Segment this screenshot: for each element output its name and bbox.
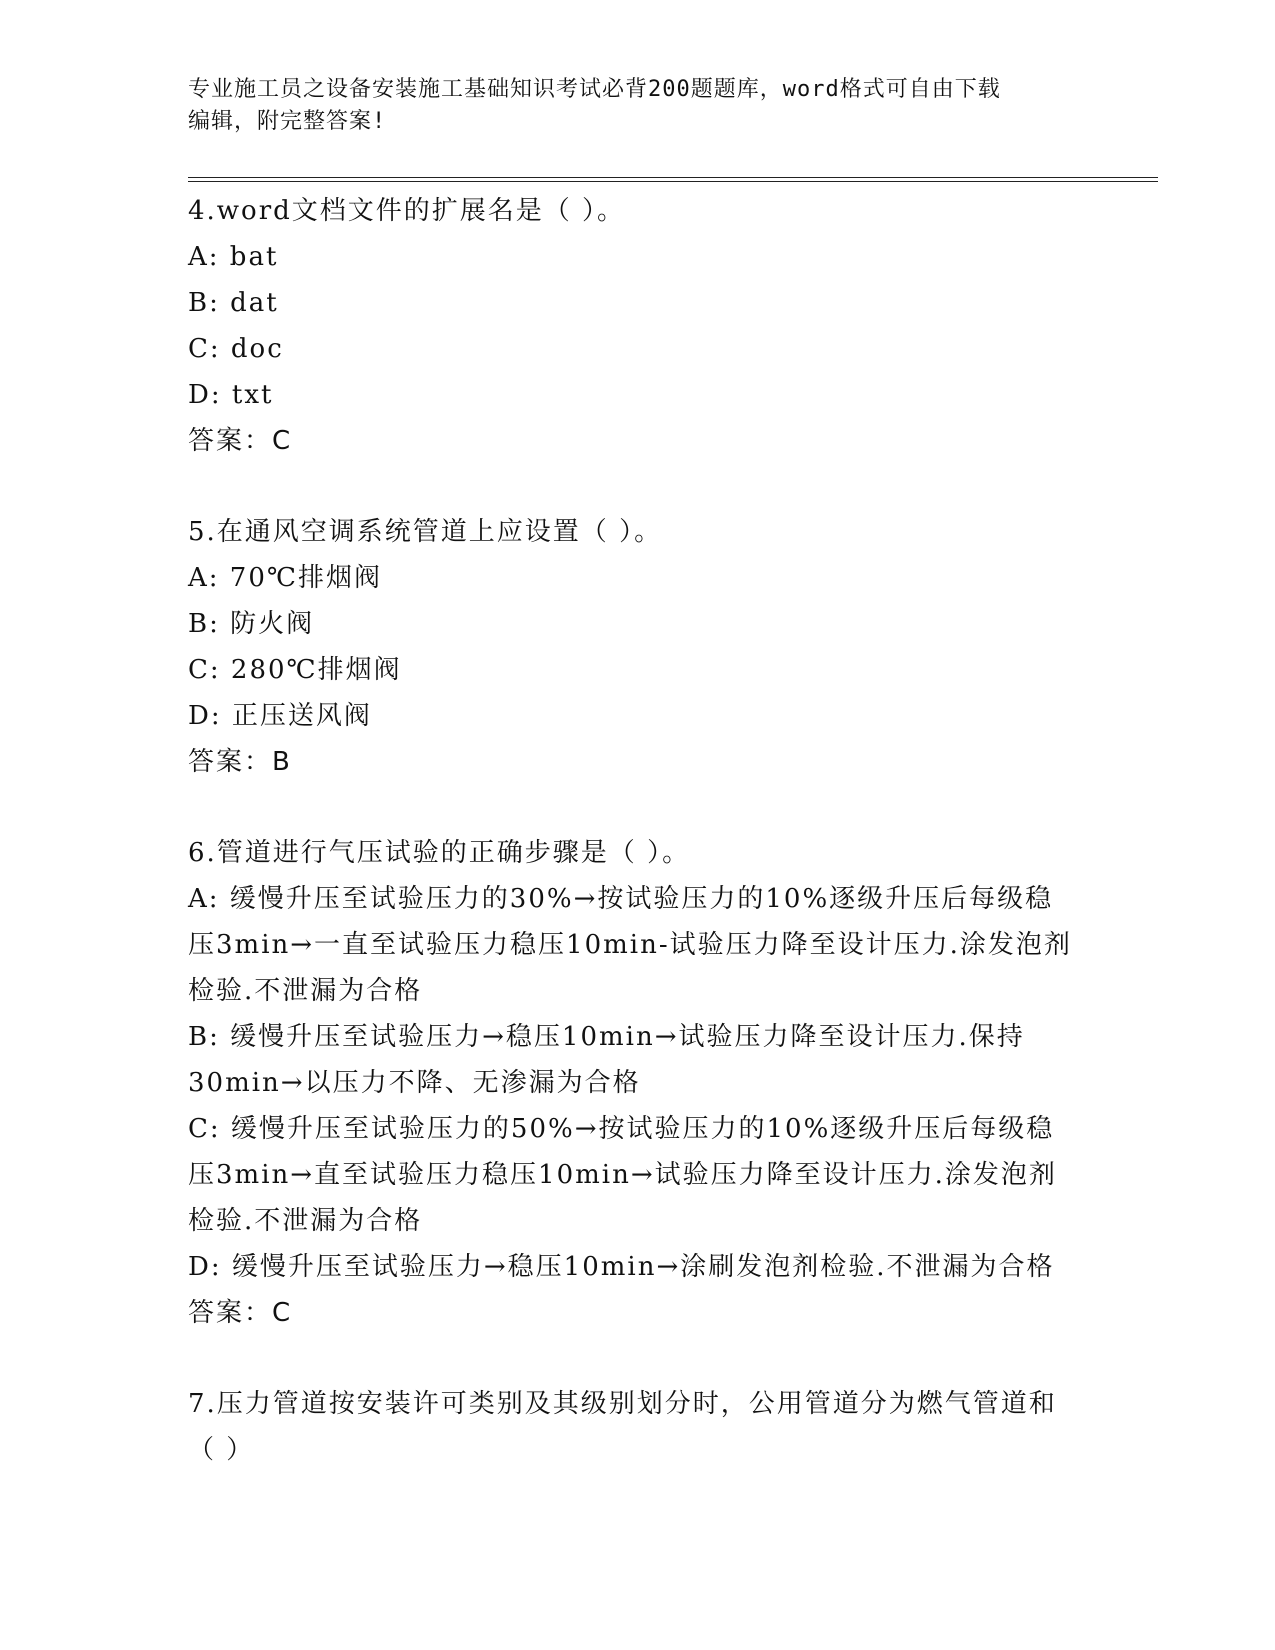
option-a: A: 缓慢升压至试验压力的30%→按试验压力的10%逐级升压后每级稳压3min→一直至试验压力稳压10min-试验压力降至设计压力.涂发泡剂检验.不泄漏为合格 (188, 884, 1072, 1006)
option-d: D: txt (188, 380, 274, 410)
header-line-1: 专业施工员之设备安装施工基础知识考试必背200题题库，word格式可自由下载 (188, 77, 1001, 102)
question-6 (188, 830, 1078, 1336)
option-a: A: bat (188, 242, 279, 272)
question-stem: 7.压力管道按安装许可类别及其级别划分时，公用管道分为燃气管道和（ ） (188, 1389, 1057, 1465)
answer-label: 答案：C (188, 426, 293, 456)
option-b: B: 缓慢升压至试验压力→稳压10min→试验压力降至设计压力.保持30min→以压力不降、无渗漏为合格 (188, 1022, 1025, 1098)
question-list (188, 188, 1078, 1518)
option-b: B: 防火阀 (188, 609, 315, 639)
question-stem: 5.在通风空调系统管道上应设置（ ）。 (188, 517, 663, 547)
option-a: A: 70℃排烟阀 (188, 563, 382, 593)
option-c: C: doc (188, 334, 284, 364)
answer-label: 答案：C (188, 1298, 293, 1328)
question-stem: 4.word文档文件的扩展名是（ ）。 (188, 196, 626, 226)
answer-label: 答案：B (188, 747, 292, 777)
header-divider (188, 177, 1158, 182)
option-c: C: 缓慢升压至试验压力的50%→按试验压力的10%逐级升压后每级稳压3min→直至试验压力稳压10min→试验压力降至设计压力.涂发泡剂检验.不泄漏为合格 (188, 1114, 1057, 1236)
option-d: D: 正压送风阀 (188, 701, 372, 731)
question-5 (188, 509, 1078, 785)
question-4 (188, 188, 1078, 464)
option-c: C: 280℃排烟阀 (188, 655, 402, 685)
header-line-2: 编辑，附完整答案! (188, 109, 387, 134)
option-d: D: 缓慢升压至试验压力→稳压10min→涂刷发泡剂检验.不泄漏为合格 (188, 1252, 1055, 1282)
option-b: B: dat (188, 288, 279, 318)
document-header (188, 74, 1088, 138)
question-7 (188, 1381, 1078, 1473)
question-stem: 6.管道进行气压试验的正确步骤是（ ）。 (188, 838, 691, 868)
